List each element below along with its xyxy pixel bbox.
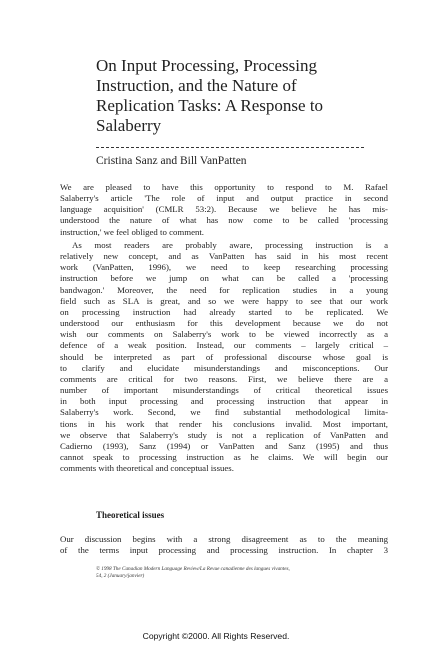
text-line: defence of a weak position. Instead, our comments – largely critical – xyxy=(60,340,388,351)
text-line: in both input processing and processing instruction that appear in xyxy=(60,396,388,407)
paragraph-main xyxy=(60,240,388,474)
journal-footnote xyxy=(96,566,356,580)
text-line: Salaberry's work. Second, we find substantial methodological limita- xyxy=(60,407,388,418)
article-title xyxy=(96,56,396,136)
text-line: wish our comments on Salaberry's work to be viewed incorrectly as a xyxy=(60,329,388,340)
footnote-line: 54, 2 (January/janvier) xyxy=(96,573,145,579)
copyright-notice: Copyright ©2000. All Rights Reserved. xyxy=(142,631,290,641)
text-line: We are pleased to have this opportunity to respond to M. Rafael xyxy=(60,182,388,192)
title-line: On Input Processing, Processing xyxy=(96,56,317,75)
text-line: instruction,' we feel obliged to comment. xyxy=(60,226,205,237)
text-line: language acquisition' (CMLR 53:2). Because we believe he has mis- xyxy=(60,204,388,215)
section-heading: Theoretical issues xyxy=(96,510,165,520)
text-line: understood our enthusiasm for this development because we do not xyxy=(60,318,388,329)
text-line: field such as SLA is great, and so we were happy to see that our work xyxy=(60,295,388,306)
text-line: understood the nature of what has now come to be called 'processing xyxy=(60,215,388,226)
text-line: tions in his work that render his conclusions invalid. Most important, xyxy=(60,418,388,429)
paragraph-discussion xyxy=(60,534,388,556)
footnote-line: © 1998 The Canadian Modern Language Review/La Revue canadienne des langues vivantes, xyxy=(96,566,290,572)
title-line: Instruction, and the Nature of xyxy=(96,76,297,95)
text-line: we observe that Salaberry's study is not a replication of VanPatten and xyxy=(60,429,388,440)
text-line: comments are critical for two reasons. First, we believe there are a xyxy=(60,373,388,384)
title-line: Replication Tasks: A Response to xyxy=(96,96,324,115)
paragraph-intro xyxy=(60,182,388,238)
title-divider xyxy=(96,147,364,148)
title-line: Salaberry xyxy=(96,116,162,135)
text-line: of the terms input processing and processing instruction. In chapter 3 xyxy=(60,545,388,556)
text-line: instruction before we jump on what can be called a 'processing xyxy=(60,273,388,284)
text-line: Our discussion begins with a strong disagreement as to the meaning xyxy=(60,534,388,544)
text-line: As most readers are probably aware, processing instruction is a xyxy=(72,240,388,250)
text-line: number of important misunderstandings of critical theoretical issues xyxy=(60,385,388,396)
text-line: on processing instruction had already started to be replicated. We xyxy=(60,306,388,317)
text-line: Cadierno (1993), Sanz (1994) or VanPatten and Sanz (1995) and thus xyxy=(60,440,388,451)
text-line: to clarify and elucidate misunderstandings and misconceptions. Our xyxy=(60,362,388,373)
text-line: bandwagon.' Moreover, the need for replication studies in a young xyxy=(60,284,388,295)
text-line: Salaberry's article 'The role of input and output practice in second xyxy=(60,193,388,204)
text-line: relatively new concept, and as VanPatten has said in his most recent xyxy=(60,251,388,262)
text-line: comments with theoretical and conceptual issues. xyxy=(60,463,234,474)
text-line: should be interpreted as part of professional discourse whose goal is xyxy=(60,351,388,362)
text-line: work (VanPatten, 1996), we need to keep researching processing xyxy=(60,262,388,273)
article-authors: Cristina Sanz and Bill VanPatten xyxy=(96,155,247,167)
text-line: cannot speak to processing instruction as he claims. We will begin our xyxy=(60,451,388,462)
